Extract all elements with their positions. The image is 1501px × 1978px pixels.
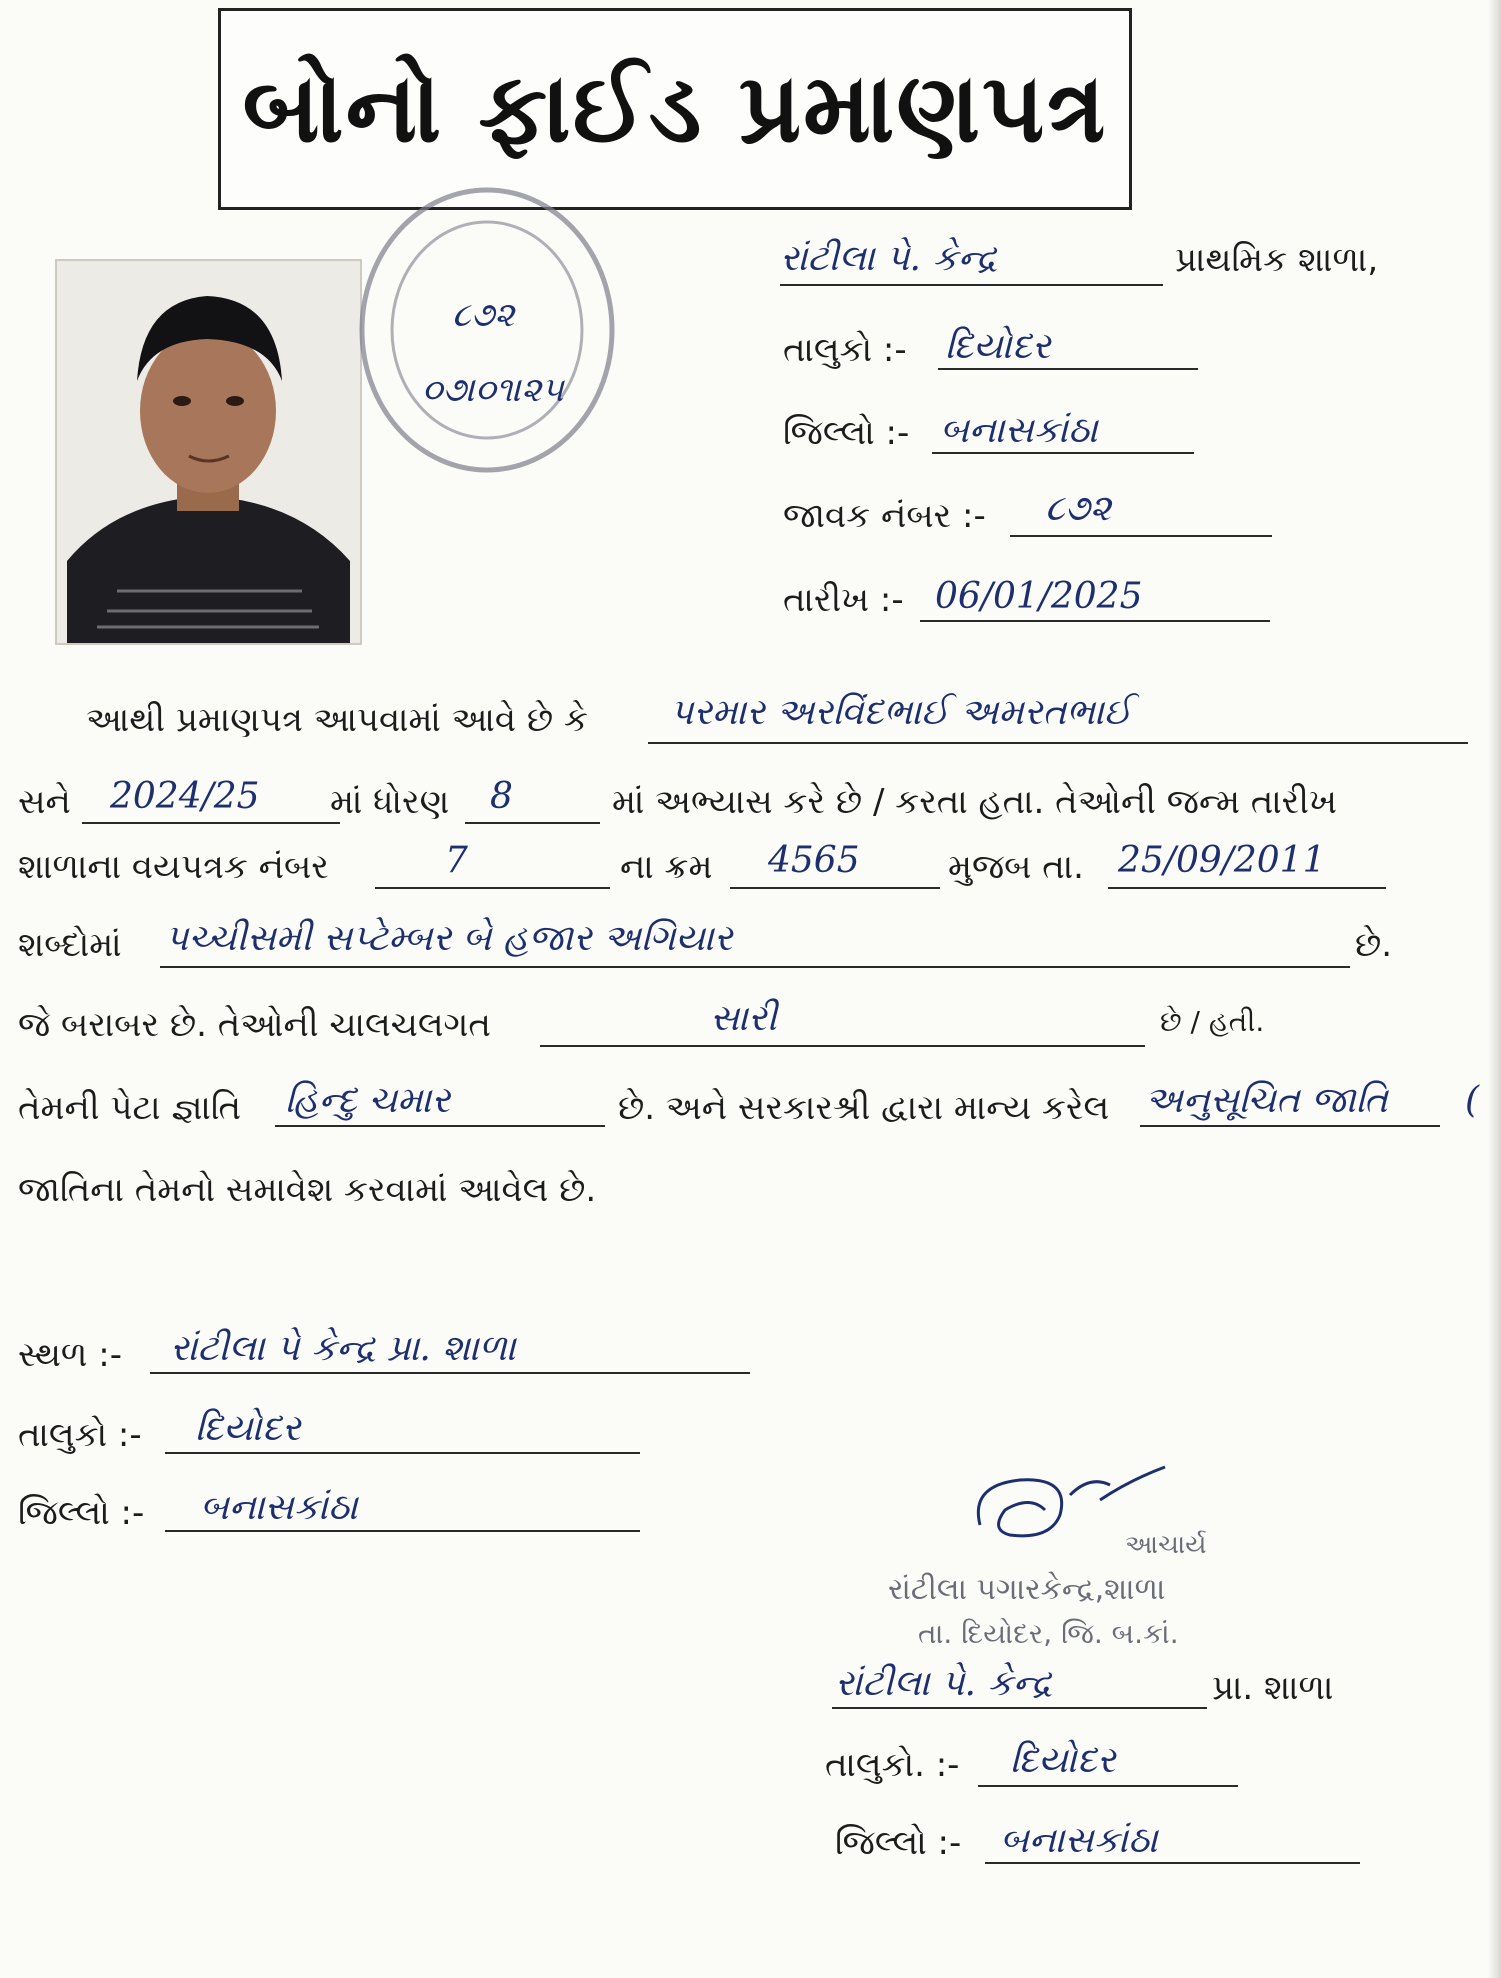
underline	[1108, 887, 1386, 889]
school-round-stamp	[352, 180, 622, 510]
student-photo	[55, 259, 362, 645]
dob-label: મુજબ તા.	[948, 847, 1084, 887]
underline	[165, 1530, 640, 1532]
student-name: પરમાર અરવિંદભાઈ અમરતભાઈ	[670, 692, 1132, 733]
underline	[165, 1452, 640, 1454]
inclusion-text: જાતિના તેમનો સમાવેશ કરવામાં આવેલ છે.	[18, 1170, 597, 1210]
underline	[375, 887, 610, 889]
outward-number-label: જાવક નંબર :-	[783, 496, 986, 536]
place-label: સ્થળ :-	[18, 1335, 122, 1375]
underline	[730, 887, 940, 889]
seal-address: તા. દિયોદર, જિ. બ.કાં.	[918, 1617, 1179, 1650]
stamp-outward-number: ૮૭૨	[452, 295, 515, 335]
date-label: તારીખ :-	[783, 580, 904, 620]
header-school-name: રાંટીલા પે. કેન્દ્ર	[780, 238, 998, 279]
underline	[160, 966, 1350, 968]
standard-label: માં ધોરણ	[330, 782, 450, 822]
header-district-value: બનાસકાંઠા	[940, 410, 1098, 451]
line-end-text: છે.	[1355, 925, 1393, 965]
header-taluka-label: તાલુકો :-	[783, 330, 907, 370]
underline	[920, 620, 1270, 622]
underline	[150, 1372, 750, 1374]
student-portrait	[57, 261, 360, 643]
underline	[780, 284, 1163, 286]
conduct-suffix: છે / હતી.	[1160, 1005, 1265, 1038]
sign-district-label: જિલ્લો :-	[835, 1823, 962, 1863]
outward-number-value: ૮૭૨	[1045, 488, 1111, 529]
footer-taluka-label: તાલુકો :-	[18, 1415, 142, 1455]
serial-number: 4565	[768, 840, 860, 881]
seal-school: રાંટીલા પગારકેન્દ્ર,શાળા	[888, 1572, 1166, 1607]
footer-taluka-value: દિયોદર	[195, 1408, 301, 1449]
place-value: રાંટીલા પે કેન્દ્ર પ્રા. શાળા	[170, 1328, 516, 1369]
conduct-label: જે બરાબર છે. તેઓની ચાલચલગત	[18, 1005, 491, 1045]
register-number: 7	[445, 840, 468, 881]
govt-recognized-text: છે. અને સરકારશ્રી દ્વારા માન્ય કરેલ	[618, 1088, 1110, 1128]
underline	[82, 822, 340, 824]
underline	[978, 1785, 1238, 1787]
in-words-label: શબ્દોમાં	[18, 925, 122, 965]
underline	[938, 368, 1198, 370]
header-district-label: જિલ્લો :-	[783, 413, 910, 453]
date-of-birth: 25/09/2011	[1118, 840, 1326, 881]
stamp-circle	[352, 180, 622, 510]
conduct-value: સારી	[710, 998, 777, 1039]
standard-value: 8	[490, 776, 513, 817]
body-intro-text: આથી પ્રમાણપત્ર આપવામાં આવે છે કે	[86, 700, 588, 740]
register-label: શાળાના વયપત્રક નંબર	[18, 847, 329, 887]
serial-label: ના ક્રમ	[620, 847, 713, 887]
academic-year: 2024/25	[110, 776, 260, 817]
scan-edge-shadow	[1488, 0, 1501, 1978]
underline	[275, 1125, 605, 1127]
header-taluka-value: દિયોદર	[945, 326, 1051, 367]
underline	[648, 742, 1468, 744]
underline	[1140, 1125, 1440, 1127]
underline	[832, 1707, 1207, 1709]
dob-in-words: પચ્ચીસમી સપ્ટેમ્બર બે હજાર અગિયાર	[165, 918, 733, 959]
sub-caste-value: હિન્દુ ચમાર	[285, 1080, 450, 1121]
footer-district-label: જિલ્લો :-	[18, 1493, 145, 1533]
underline	[985, 1862, 1360, 1864]
sign-taluka-label: તાલુકો. :-	[825, 1745, 960, 1785]
stamp-date: ૦૭।૦૧।૨૫	[422, 370, 564, 410]
header-school-type: પ્રાથમિક શાળા,	[1175, 240, 1379, 280]
document-title: બોનો ફાઈડ પ્રમાણપત્ર	[242, 52, 1108, 164]
underline	[932, 452, 1194, 454]
date-value: 06/01/2025	[935, 576, 1143, 617]
footer-district-value: બનાસકાંઠા	[200, 1487, 358, 1528]
sign-school-type: પ્રા. શાળા	[1212, 1668, 1334, 1708]
seal-designation: આચાર્ય	[1125, 1530, 1207, 1560]
caste-category-tail: (	[1465, 1080, 1480, 1121]
study-status-text: માં અભ્યાસ કરે છે / કરતા હતા. તેઓની જન્મ તારીખ	[612, 782, 1337, 822]
sign-school-name: રાંટીલા પે. કેન્દ્ર	[835, 1663, 1053, 1704]
year-label: સને	[18, 782, 71, 822]
underline	[540, 1045, 1145, 1047]
underline	[1010, 535, 1272, 537]
caste-label: તેમની પેટા જ્ઞાતિ	[18, 1088, 242, 1128]
sign-district-value: બનાસકાંઠા	[1000, 1820, 1158, 1861]
caste-category: અનુસૂચિત જાતિ	[1145, 1080, 1388, 1121]
sign-taluka-value: દિયોદર	[1010, 1740, 1116, 1781]
underline	[465, 822, 600, 824]
